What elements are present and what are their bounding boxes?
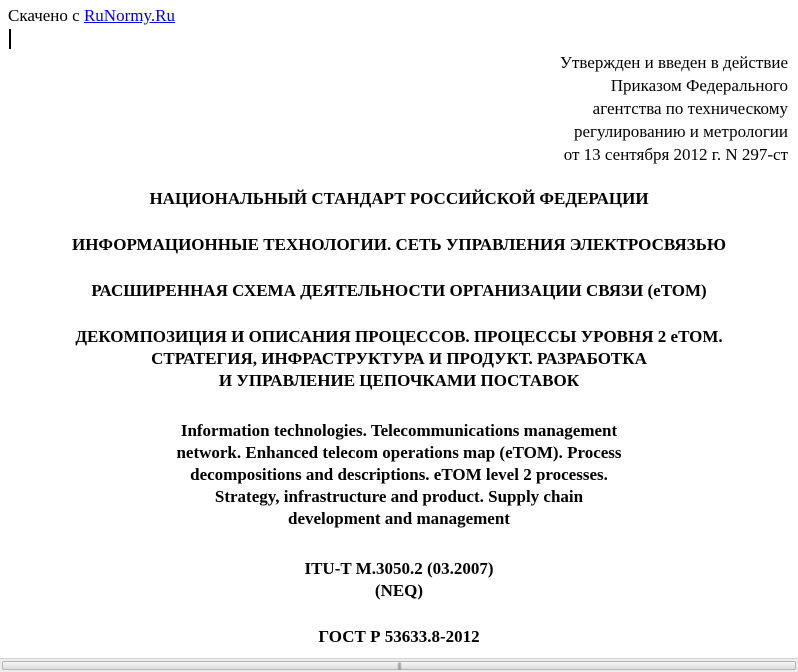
source-prefix: Скачено с [8,6,84,25]
english-title-line: Information technologies. Telecommunications management [180,421,618,440]
decomposition-line: СТРАТЕГИЯ, ИНФРАСТРУКТУРА И ПРОДУКТ. РАЗРАБОТКА [151,349,647,368]
english-title-line: network. Enhanced telecom operations map (eTOM). Process [176,443,622,462]
english-title-line: development and management [288,509,510,528]
decomposition-heading [0,326,798,392]
national-standard-heading: НАЦИОНАЛЬНЫЙ СТАНДАРТ РОССИЙСКОЙ ФЕДЕРАЦИИ [149,189,649,208]
approval-line: Приказом Федерального [610,76,788,95]
source-line [8,5,175,27]
gost-number: ГОСТ Р 53633.8-2012 [318,627,480,646]
itu-reference-line: ITU-T M.3050.2 (03.2007) [304,559,494,578]
it-network-heading: ИНФОРМАЦИОННЫЕ ТЕХНОЛОГИИ. СЕТЬ УПРАВЛЕНИЯ ЭЛЕКТРОСВЯЗЬЮ [71,235,726,254]
horizontal-scrollbar[interactable] [0,658,798,672]
itu-reference [0,558,798,602]
english-title-line: Strategy, infrastructure and product. Supply chain [214,487,584,506]
english-title [0,420,798,530]
decomposition-line: И УПРАВЛЕНИЕ ЦЕПОЧКАМИ ПОСТАВОК [218,371,580,390]
scrollbar-thumb[interactable] [2,661,796,670]
itu-reference-line: (NEQ) [374,581,424,600]
approval-line: регулированию и метрологии [573,122,788,141]
runormy-link[interactable]: RuNormy.Ru [83,6,175,25]
text-cursor [9,29,11,49]
english-title-line: decompositions and descriptions. eTOM level 2 processes. [190,465,608,484]
approval-line: от 13 сентября 2012 г. N 297-ст [563,145,788,164]
approval-line: агентства по техническому [592,99,788,118]
approval-block [560,51,788,166]
grip-icon: ||| [396,662,402,670]
decomposition-line: ДЕКОМПОЗИЦИЯ И ОПИСАНИЯ ПРОЦЕССОВ. ПРОЦЕССЫ УРОВНЯ 2 eTOM. [75,327,723,346]
etom-heading: РАСШИРЕННАЯ СХЕМА ДЕЯТЕЛЬНОСТИ ОРГАНИЗАЦИИ СВЯЗИ (eTOM) [91,281,707,300]
approval-line: Утвержден и введен в действие [559,53,788,72]
